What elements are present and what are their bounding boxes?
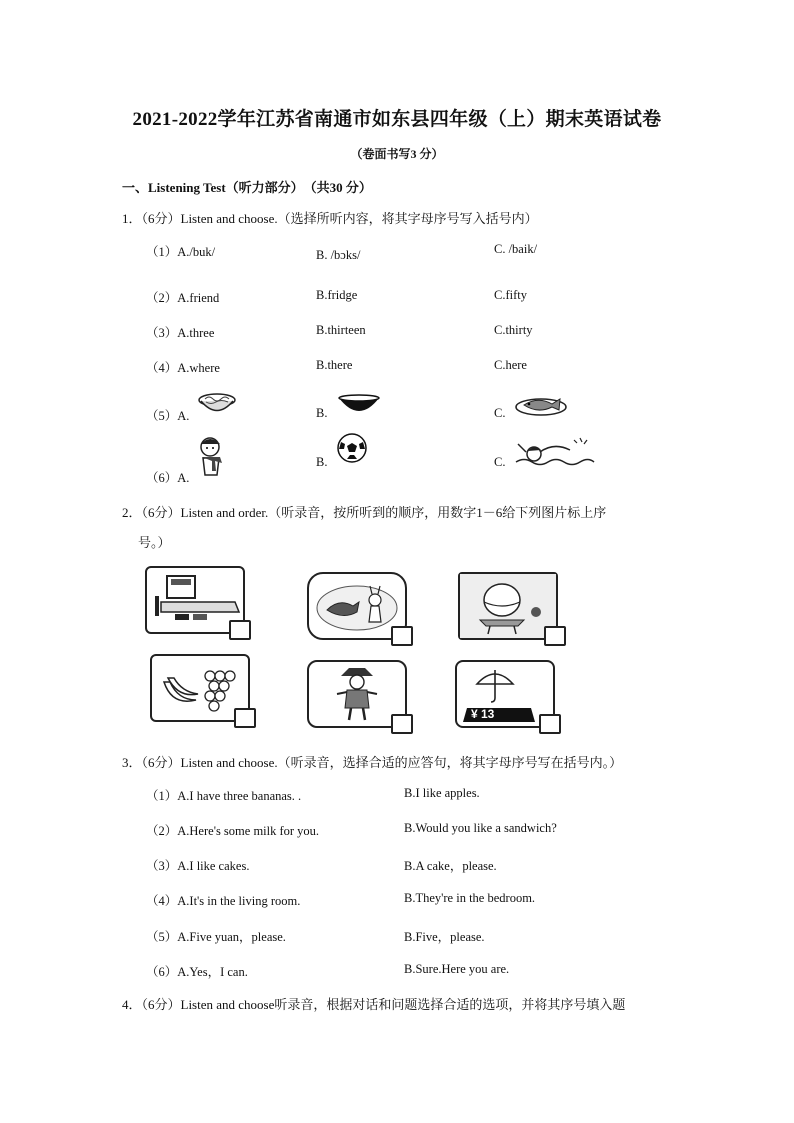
- answer-box-5[interactable]: [391, 714, 413, 734]
- q3-row2-b: B.Would you like a sandwich?: [404, 821, 557, 835]
- swimming-boy-icon: [514, 432, 596, 472]
- price-tag: ¥ 13: [471, 707, 495, 721]
- q1-row1-a: （1）A./buk/: [146, 245, 216, 259]
- q3-row5-b: B.Five，please.: [404, 930, 485, 944]
- q3-row5-a: （5）A.Five yuan，please.: [146, 930, 286, 944]
- q3-row4-a: （4）A.It's in the living room.: [146, 894, 301, 908]
- q2-stem-line2: 号。）: [138, 535, 171, 550]
- q3-row2-a: （2）A.Here's some milk for you.: [146, 824, 320, 838]
- q1-row6-c: C.: [494, 455, 506, 469]
- section-heading: 一、Listening Test（听力部分） （共30 分）: [122, 180, 372, 195]
- q3-row6-a: （6）A.Yes，I can.: [146, 965, 248, 979]
- answer-box-2[interactable]: [391, 626, 413, 646]
- q1-row5-b: B.: [316, 406, 328, 420]
- page-subtitle: （卷面书写3 分）: [350, 147, 444, 161]
- football-icon: [336, 432, 368, 464]
- q3-row1-b: B.I like apples.: [404, 786, 480, 800]
- q1-row1-c: C. /baik/: [494, 242, 538, 256]
- q1-row3-b: B.thirteen: [316, 323, 366, 337]
- cake-picture: [458, 572, 558, 640]
- q3-row1-a: （1）A.I have three bananas. .: [146, 789, 302, 803]
- q1-row4-a: （4）A.where: [146, 361, 220, 375]
- q1-row4-c: C.here: [494, 358, 527, 372]
- answer-box-6[interactable]: [539, 714, 561, 734]
- answer-box-3[interactable]: [544, 626, 566, 646]
- q1-row5-a: （5）A.: [146, 409, 190, 423]
- q3-row6-b: B.Sure.Here you are.: [404, 962, 510, 976]
- noodles-bowl-icon: [196, 390, 238, 416]
- fish-plate-icon: [514, 392, 568, 418]
- q3-row3-b: B.A cake，please.: [404, 859, 497, 873]
- q3-row4-b: B.They're in the bedroom.: [404, 891, 536, 905]
- q3-stem: 3．（6分）Listen and choose.（听录音，选择合适的应答句，将其字母序号写在括号内。）: [122, 755, 623, 770]
- q1-row2-c: C.fifty: [494, 288, 527, 302]
- q3-row3-a: （3）A.I like cakes.: [146, 859, 250, 873]
- boy-scarf-icon: [193, 435, 229, 479]
- q1-row5-c: C.: [494, 406, 506, 420]
- q1-row3-c: C.thirty: [494, 323, 533, 337]
- q1-row4-b: B.there: [316, 358, 353, 372]
- q1-row2-a: （2）A.friend: [146, 291, 220, 305]
- q1-row6-b: B.: [316, 455, 328, 469]
- q1-row1-b: B. /bɔks/: [316, 248, 361, 262]
- q2-stem-line1: 2．（6分）Listen and order.（听录音，按所听到的顺序，用数字1－6给下列图片标上序: [122, 505, 607, 520]
- answer-box-4[interactable]: [234, 708, 256, 728]
- answer-box-1[interactable]: [229, 620, 251, 640]
- page-title: 2021-2022学年江苏省南通市如东县四年级（上）期末英语试卷: [132, 109, 662, 130]
- q1-row3-a: （3）A.three: [146, 326, 215, 340]
- q1-row6-a: （6）A.: [146, 471, 190, 485]
- q4-stem: 4．（6分）Listen and choose听录音，根据对话和问题选择合适的选项，并将其序号填入题: [122, 997, 626, 1012]
- q1-stem: 1．（6分）Listen and choose.（选择所听内容，将其字母序号写入括号内）: [122, 211, 538, 226]
- cake-icon: [460, 574, 556, 638]
- rice-bowl-icon: [336, 392, 382, 418]
- q1-row2-b: B.fridge: [316, 288, 358, 302]
